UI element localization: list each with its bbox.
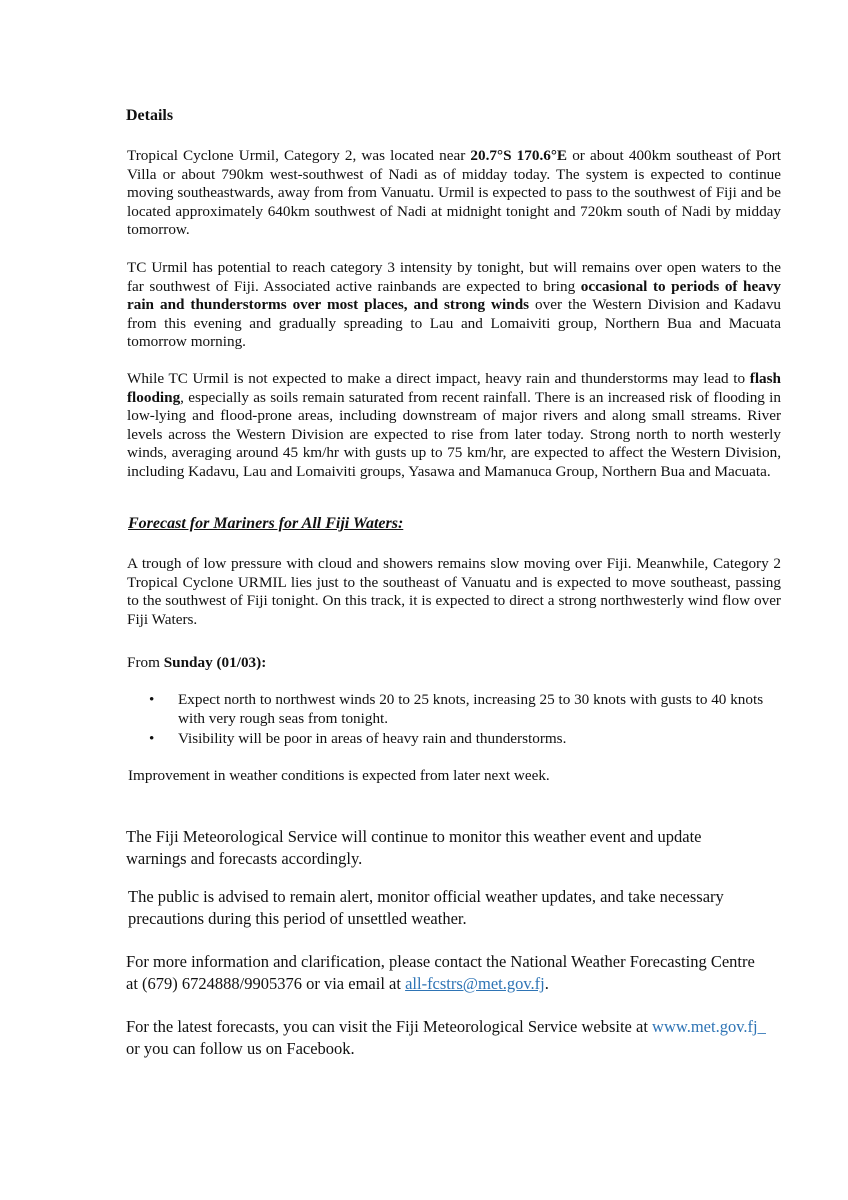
list-item: • Visibility will be poor in areas of heavy rain and thunderstorms. bbox=[149, 730, 567, 748]
contact-paragraph: For more information and clarification, please contact the National Weather Forecasting Centre at (679) 6724888/9905376 or via email at all-fcstrs@met.gov.fj. bbox=[126, 952, 755, 993]
bullet-icon: • bbox=[149, 730, 155, 748]
website-link[interactable]: www.met.gov.fj_ bbox=[652, 1017, 766, 1036]
coordinates: 20.7°S 170.6°E bbox=[470, 147, 568, 164]
mariners-paragraph: A trough of low pressure with cloud and showers remains slow moving over Fiji. Meanwhile, Category 2 Tropical Cyclone URMIL lies just to the southeast of Vanuatu and is expected to move southeast, passing to the southwest of Fiji tonight. On this track, it is expected to direct a strong northwesterly wind flow over Fiji Waters. bbox=[127, 555, 781, 628]
bullet-icon: • bbox=[149, 691, 155, 708]
mariners-heading: Forecast for Mariners for All Fiji Waters: bbox=[128, 515, 404, 532]
flash-flooding-warning: flash flooding bbox=[127, 370, 781, 406]
intensity-paragraph: TC Urmil has potential to reach category 3 intensity by tonight, but will remains over open waters to the far southwest of Fiji. Associated active rainbands are expected to bring occasional to periods of heavy rain and thunderstorms over most places, and strong winds over the Western Division and Kadavu from this evening and gradually spreading to Lau and Lomaiviti group, Northern Bua and Macuata tomorrow morning. bbox=[127, 259, 782, 351]
cyclone-location-paragraph: Tropical Cyclone Urmil, Category 2, was located near 20.7°S 170.6°E or about 400km southeast of Port Villa or about 790km west-southwest of Nadi as of midday today. The system is expected to continue moving southeastwards, away from from Vanuatu. Urmil is expected to pass to the southwest of Fiji and be located approximately 640km southwest of Nadi at midnight tonight and 720km south of Nadi by midday tomorrow. bbox=[127, 147, 781, 239]
mariners-bullet-list bbox=[127, 691, 767, 751]
email-link[interactable]: all-fcstrs@met.gov.fj bbox=[405, 974, 545, 993]
list-item: • Expect north to northwest winds 20 to 25 knots, increasing 25 to 30 knots with gusts to 40 knots with very rough seas from tonight. bbox=[149, 691, 764, 727]
details-heading: Details bbox=[126, 107, 174, 124]
monitor-paragraph: The Fiji Meteorological Service will continue to monitor this weather event and update warnings and forecasts accordingly. bbox=[126, 827, 702, 868]
improvement-line: Improvement in weather conditions is expected from later next week. bbox=[128, 767, 550, 784]
public-advisory-paragraph: The public is advised to remain alert, monitor official weather updates, and take necessary precautions during this period of unsettled weather. bbox=[128, 887, 724, 928]
flooding-paragraph: While TC Urmil is not expected to make a direct impact, heavy rain and thunderstorms may lead to flash flooding, especially as soils remain saturated from recent rainfall. There is an increased risk of flooding in low-lying and flood-prone areas, including downstream of major rivers and along small streams. River levels across the Western Division are expected to rise from later today. Strong north to north westerly winds, averaging around 45 km/hr with gusts up to 75 km/hr, are expected to affect the Western Division, including Kadavu, Lau and Lomaiviti groups, Yasawa and Mamanuca Group, Northern Bua and Macuata. bbox=[127, 370, 781, 480]
latest-forecasts-paragraph: For the latest forecasts, you can visit the Fiji Meteorological Service website at www.met.gov.fj_ or you can follow us on Facebook. bbox=[126, 1017, 766, 1058]
rain-warning: occasional to periods of heavy rain and thunderstorms over most places, and strong winds bbox=[127, 277, 781, 314]
from-date: Sunday (01/03): bbox=[163, 654, 267, 671]
from-date-line: From Sunday (01/03): bbox=[127, 654, 267, 671]
